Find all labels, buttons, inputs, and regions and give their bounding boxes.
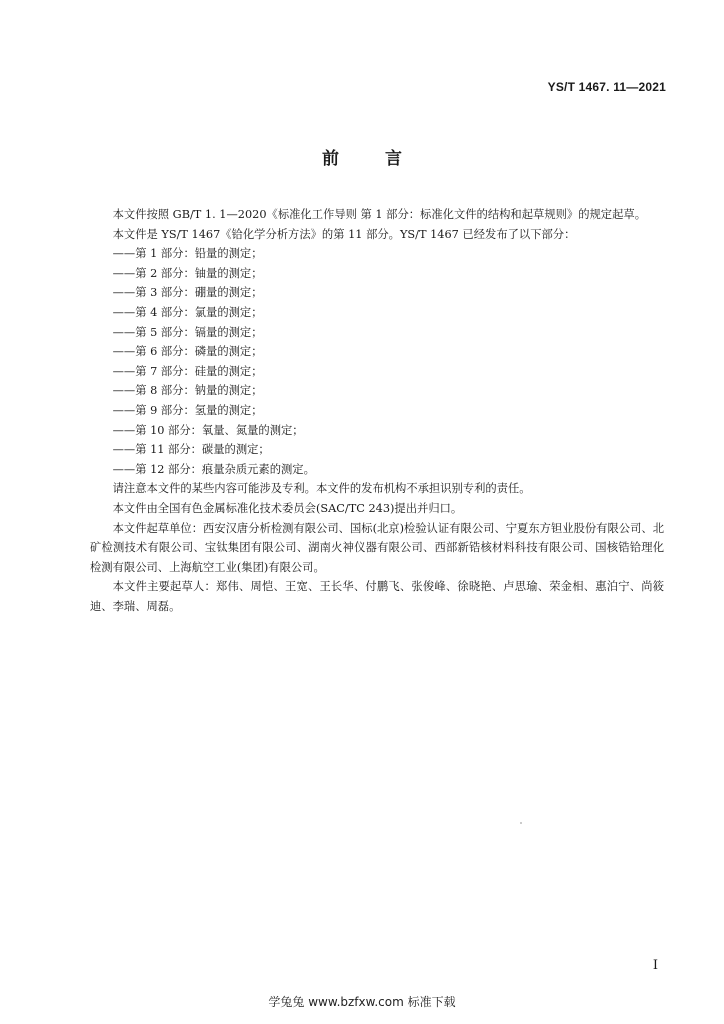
list-item: ——第 3 部分：硼量的测定； xyxy=(112,286,263,300)
list-item: ——第 7 部分：硅量的测定； xyxy=(112,364,263,378)
list-item: ——第 5 部分：镉量的测定； xyxy=(112,325,263,339)
list-item: ——第 1 部分：铅量的测定； xyxy=(112,247,263,261)
standard-code: YS/T 1467. 11—2021 xyxy=(547,80,666,94)
list-item: ——第 6 部分：磷量的测定； xyxy=(112,345,263,359)
paragraph-drafting-units: 本文件起草单位：西安汉唐分析检测有限公司、国标(北京)检验认证有限公司、宁夏东方钽业股份有限公司、北矿检测技术有限公司、宝钛集团有限公司、湖南火神仪器有限公司、西部新锆核材料科技有限公司、国核锆铪理化检测有限公司、上海航空工业(集团)有限公司。 xyxy=(90,521,664,574)
footer-watermark: 学兔兔 www.bzfxw.com 标准下载 xyxy=(268,995,456,1009)
list-item: ——第 8 部分：钠量的测定； xyxy=(112,384,263,398)
document-body xyxy=(90,205,664,616)
paragraph-drafters: 本文件主要起草人：郑伟、周恺、王宽、王长华、付鹏飞、张俊峰、徐晓艳、卢思瑜、荣金相、惠泊宁、尚筱迪、李瑞、周磊。 xyxy=(90,580,664,613)
list-item: ——第 2 部分：铀量的测定； xyxy=(112,266,263,280)
list-item: ——第 10 部分：氧量、氮量的测定； xyxy=(112,423,304,437)
list-item: ——第 4 部分：氯量的测定； xyxy=(112,305,263,319)
list-item: ——第 12 部分：痕量杂质元素的测定。 xyxy=(112,462,315,476)
paragraph-patent-notice: 请注意本文件的某些内容可能涉及专利。本文件的发布机构不承担识别专利的责任。 xyxy=(112,482,531,496)
paragraph-drafting-rules: 本文件按照 GB/T 1. 1—2020《标准化工作导则 第 1 部分：标准化文件的结构和起草规则》的规定起草。 xyxy=(112,208,646,221)
parts-list xyxy=(90,244,664,479)
paragraph-committee: 本文件由全国有色金属标准化技术委员会(SAC/TC 243)提出并归口。 xyxy=(112,501,463,515)
page-title: 前 言 xyxy=(322,149,422,169)
scan-speck xyxy=(520,822,522,824)
paragraph-series-intro: 本文件是 YS/T 1467《铪化学分析方法》的第 11 部分。YS/T 1467 已经发布了以下部分： xyxy=(112,227,576,241)
list-item: ——第 11 部分：碳量的测定； xyxy=(112,443,270,457)
list-item: ——第 9 部分：氢量的测定； xyxy=(112,403,263,417)
page-number: I xyxy=(652,958,658,973)
